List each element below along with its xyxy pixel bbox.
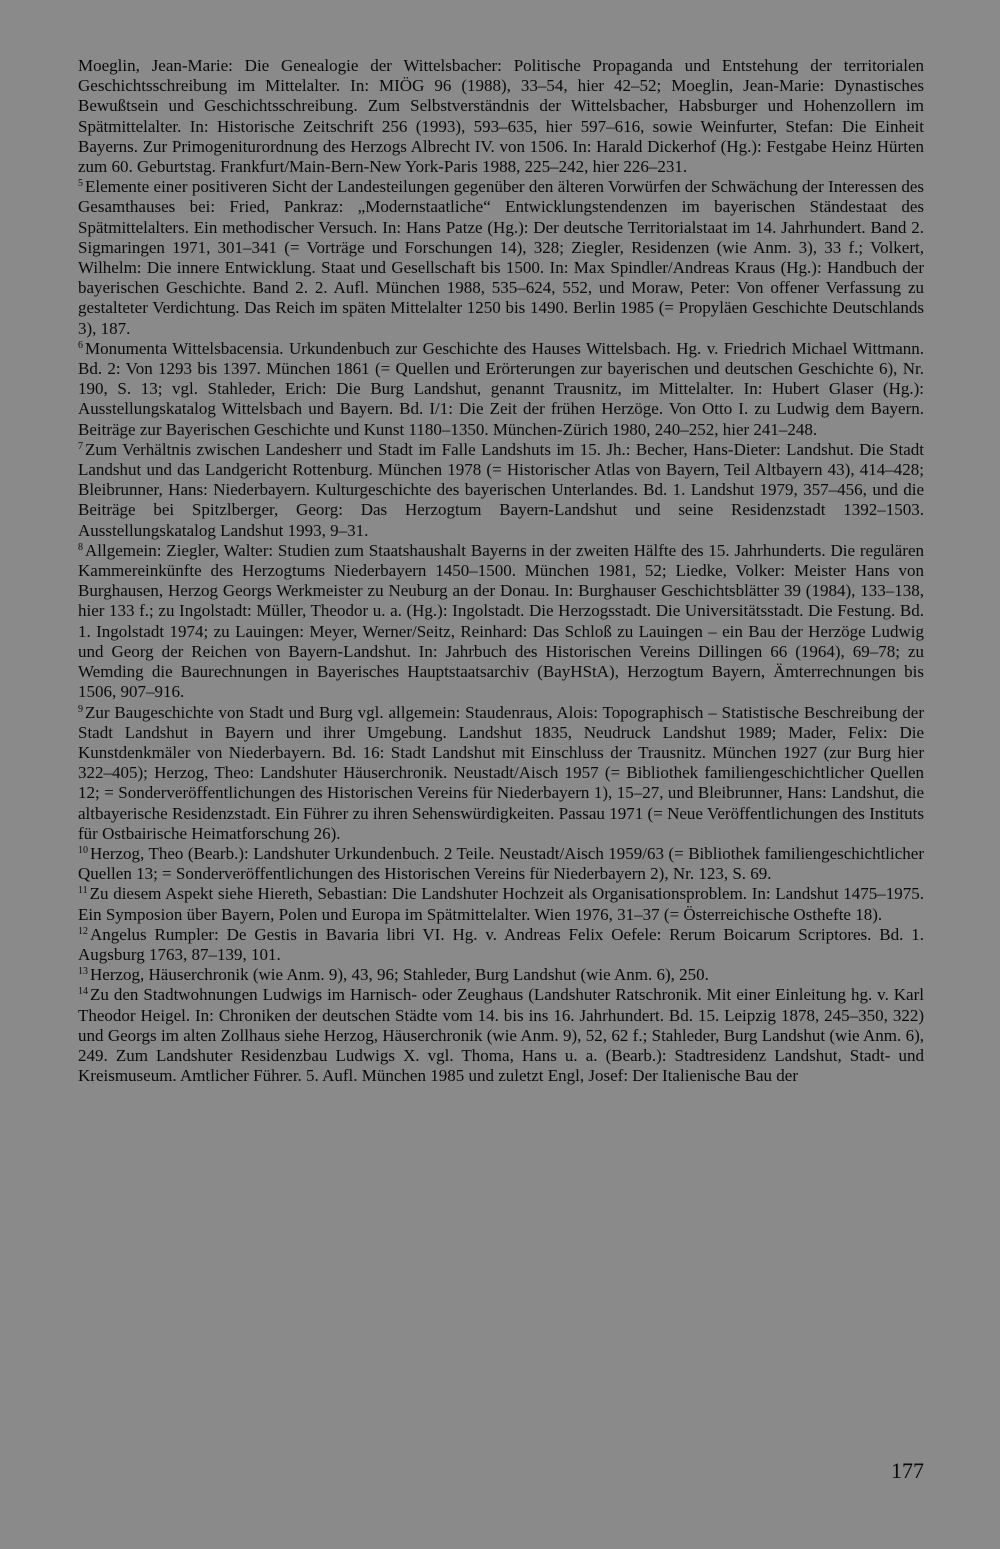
footnote-text: Zur Baugeschichte von Stadt und Burg vgl. allgemein: Staudenraus, Alois: Topographisch – Statistische Beschreibung der Stadt Landshut in Bayern und ihrer Umgebung. Landshut 1835, Neudruck Landshut 1989; Mader, Felix: Die Kunstdenkmäler von Niederbayern. Bd. 16: Stadt Landshut mit Einschluss der Trausnitz. München 1927 (zur Burg hier 322–405); Herzog, Theo: Landshuter Häuserchronik. Neustadt/Aisch 1957 (= Bibliothek familiengeschichtlicher Quellen 12; = Sonderveröffentlichungen des Historischen Vereins für Niederbayern 1), 15–27, und Bleibrunner, Hans: Landshut, die altbayerische Residenzstadt. Ein Führer zu ihren Sehenswürdigkeiten. Passau 1971 (= Neue Veröffentlichungen des Instituts für Ostbairische Heimatforschung 26). bbox=[78, 702, 924, 843]
footnote-text: Allgemein: Ziegler, Walter: Studien zum Staatshaushalt Bayerns in der zweiten Hälfte des 15. Jahrhunderts. Die regulären Kammereinkünfte des Herzogtums Niederbayern 1450–1500. München 1981, 52; Liedke, Volker: Meister Hans von Burghausen, Herzog Georgs Werkmeister zu Neuburg an der Donau. In: Burghauser Geschichtsblätter 39 (1984), 133–138, hier 133 f.; zu Ingolstadt: Müller, Theodor u. a. (Hg.): Ingolstadt. Die Herzogsstadt. Die Universitätsstadt. Die Festung. Bd. 1. Ingolstadt 1974; zu Lauingen: Meyer, Werner/Seitz, Reinhard: Das Schloß zu Lauingen – ein Bau der Herzöge Ludwig und Georg der Reichen von Bayern-Landshut. In: Jahrbuch des Historischen Vereins Dillingen 66 (1964), 69–78; zu Wemding die Baurechnungen in Bayerisches Hauptstaatsarchiv (BayHStA), Herzogtum Bayern, Ämterrechnungen bis 1506, 907–916. bbox=[78, 540, 924, 702]
footnote-text: Elemente einer positiveren Sicht der Landesteilungen gegenüber den älteren Vorwürfen der Schwächung der Interessen des Gesamthauses bei: Fried, Pankraz: „Modernstaatliche“ Entwicklungstendenzen im bayerischen Ständestaat des Spätmittelalters. Ein methodischer Versuch. In: Hans Patze (Hg.): Der deutsche Territorialstaat im 14. Jahrhundert. Band 2. Sigmaringen 1971, 301–341 (= Vorträge und Forschungen 14), 328; Ziegler, Residenzen (wie Anm. 3), 33 f.; Volkert, Wilhelm: Die innere Entwicklung. Staat und Gesellschaft bis 1500. In: Max Spindler/Andreas Kraus (Hg.): Handbuch der bayerischen Geschichte. Band 2. 2. Aufl. München 1988, 535–624, 552, und Moraw, Peter: Von offener Verfassung zu gestalteter Verdichtung. Das Reich im späten Mittelalter 1250 bis 1490. Berlin 1985 (= Propyläen Geschichte Deutschlands 3), 187. bbox=[78, 177, 924, 338]
footnote-9 bbox=[78, 703, 924, 844]
footnote-13 bbox=[78, 965, 924, 985]
footnote-4-continued bbox=[78, 56, 924, 177]
footnote-marker: 9 bbox=[78, 703, 83, 715]
footnote-marker: 7 bbox=[78, 440, 83, 452]
footnote-marker: 6 bbox=[78, 339, 83, 351]
footnote-text: Zu den Stadtwohnungen Ludwigs im Harnisch- oder Zeughaus (Landshuter Ratschronik. Mit einer Einleitung hg. v. Karl Theodor Heigel. In: Chroniken der deutschen Städte vom 14. bis ins 16. Jahrhundert. Bd. 15. Leipzig 1878, 245–350, 322) und Georgs im alten Zollhaus siehe Herzog, Häuserchronik (wie Anm. 9), 52, 62 f.; Stahleder, Burg Landshut (wie Anm. 6), 249. Zum Landshuter Residenzbau Ludwigs X. vgl. Thoma, Hans u. a. (Bearb.): Stadtresidenz Landshut, Stadt- und Kreismuseum. Amtlicher Führer. 5. Aufl. München 1985 und zuletzt Engl, Josef: Der Italienische Bau der bbox=[78, 985, 924, 1086]
footnote-text: Herzog, Häuserchronik (wie Anm. 9), 43, 96; Stahleder, Burg Landshut (wie Anm. 6), 250. bbox=[90, 965, 709, 985]
footnote-11 bbox=[78, 884, 924, 924]
footnote-5 bbox=[78, 177, 924, 339]
footnote-marker: 14 bbox=[78, 986, 88, 998]
footnote-marker: 13 bbox=[78, 966, 88, 978]
footnote-text: Monumenta Wittelsbacensia. Urkundenbuch zur Geschichte des Hauses Wittelsbach. Hg. v. Friedrich Michael Wittmann. Bd. 2: Von 1293 bis 1397. München 1861 (= Quellen und Erörterungen zur bayerischen und deutschen Geschichte 6), Nr. 190, S. 13; vgl. Stahleder, Erich: Die Burg Landshut, genannt Trausnitz, im Mittelalter. In: Hubert Glaser (Hg.): Ausstellungskatalog Wittelsbach und Bayern. Bd. I/1: Die Zeit der frühen Herzöge. Von Otto I. zu Ludwig dem Bayern. Beiträge zur Bayerischen Geschichte und Kunst 1180–1350. München-Zürich 1980, 240–252, hier 241–248. bbox=[78, 338, 924, 439]
footnote-10 bbox=[78, 844, 924, 884]
footnote-text: Zu diesem Aspekt siehe Hiereth, Sebastian: Die Landshuter Hochzeit als Organisationsproblem. In: Landshut 1475–1975. Ein Symposion über Bayern, Polen und Europa im Spätmittelalter. Wien 1976, 31–37 (= Österreichische Osthefte 18). bbox=[78, 884, 924, 924]
footnote-marker: 12 bbox=[78, 925, 88, 937]
footnote-12 bbox=[78, 925, 924, 965]
footnote-marker: 10 bbox=[78, 844, 88, 856]
footnotes-block bbox=[78, 56, 924, 1086]
footnote-marker: 8 bbox=[78, 541, 83, 553]
footnote-8 bbox=[78, 541, 924, 703]
footnote-text: Zum Verhältnis zwischen Landesherr und Stadt im Falle Landshuts im 15. Jh.: Becher, Hans-Dieter: Landshut. Die Stadt Landshut und das Landgericht Rottenburg. München 1978 (= Historischer Atlas von Bayern, Teil Altbayern 43), 414–428; Bleibrunner, Hans: Niederbayern. Kulturgeschichte des bayerischen Unterlandes. Bd. 1. Landshut 1979, 357–456, und die Beiträge bei Spitzlberger, Georg: Das Herzogtum Bayern-Landshut und seine Residenzstadt 1392–1503. Ausstellungskatalog Landshut 1993, 9–31. bbox=[78, 439, 924, 540]
page-number: 177 bbox=[891, 1458, 924, 1483]
footnote-text: Angelus Rumpler: De Gestis in Bavaria libri VI. Hg. v. Andreas Felix Oefele: Rerum Boicarum Scriptores. Bd. 1. Augsburg 1763, 87–139, 101. bbox=[78, 924, 924, 964]
footnote-14 bbox=[78, 985, 924, 1086]
footnote-7 bbox=[78, 440, 924, 541]
footnote-6 bbox=[78, 339, 924, 440]
footnote-marker: 5 bbox=[78, 178, 83, 190]
footnote-text: Moeglin, Jean-Marie: Die Genealogie der Wittelsbacher: Politische Propaganda und Entstehung der territorialen Geschichtsschreibung im Mittelalter. In: MIÖG 96 (1988), 33–54, hier 42–52; Moeglin, Jean-Marie: Dynastisches Bewußtsein und Geschichtsschreibung. Zum Selbstverständnis der Wittelsbacher, Habsburger und Hohenzollern im Spätmittelalter. In: Historische Zeitschrift 256 (1993), 593–635, hier 597–616, sowie Weinfurter, Stefan: Die Einheit Bayerns. Zur Primogeniturordnung des Herzogs Albrecht IV. von 1506. In: Harald Dickerhof (Hg.): Festgabe Heinz Hürten zum 60. Geburtstag. Frankfurt/Main-Bern-New York-Paris 1988, 225–242, hier 226–231. bbox=[78, 56, 924, 177]
footnote-marker: 11 bbox=[78, 885, 88, 897]
footnote-text: Herzog, Theo (Bearb.): Landshuter Urkundenbuch. 2 Teile. Neustadt/Aisch 1959/63 (= Bibliothek familiengeschichtlicher Quellen 13; = Sonderveröffentlichungen des Historischen Vereins für Niederbayern 2), Nr. 123, S. 69. bbox=[78, 843, 924, 884]
